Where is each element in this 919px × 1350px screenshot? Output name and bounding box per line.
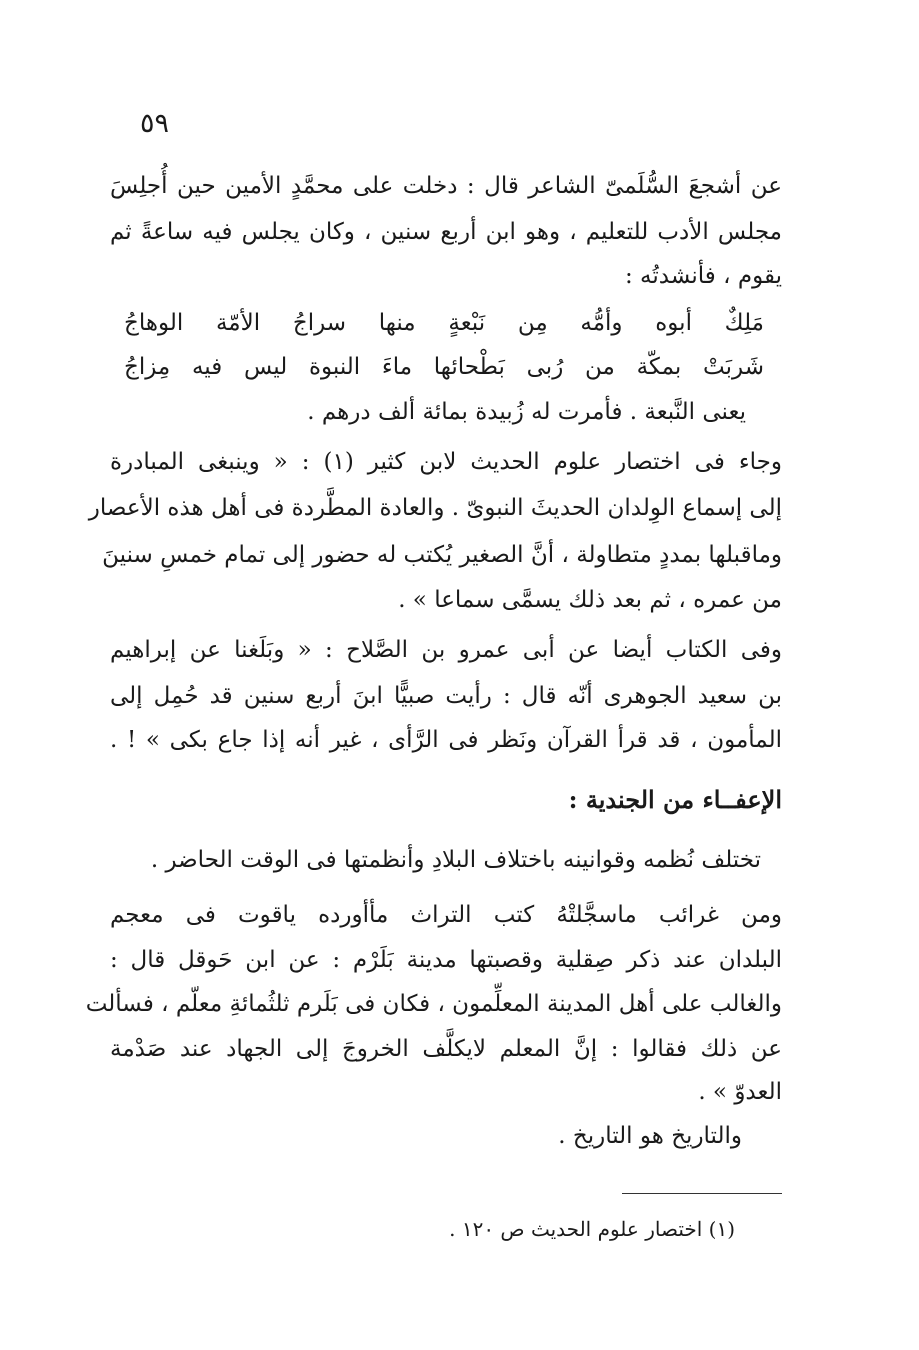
paragraph-line: من عمره ، ثم بعد ذلك يسمَّى سماعا » . (398, 587, 782, 613)
footnote-divider (622, 1193, 782, 1194)
section-heading: الإعفــاء من الجندية : (568, 785, 782, 814)
paragraph-line: وجاء فى اختصار علوم الحديث لابن كثير (١) : « وينبغى المبادرة (110, 449, 782, 475)
paragraph-line: والغالب على أهل المدينة المعلِّمون ، فكان فى بَلَرم ثلثُمائةِ معلّم ، فسألت (85, 991, 782, 1017)
paragraph-line: بن سعيد الجوهرى أنّه قال : رأيت صبيًّا ابنَ أربع سنين قد حُمِل إلى (110, 683, 782, 709)
paragraph-line: إلى إسماع الوِلدان الحديثَ النبوىّ . والعادة المطَّردة فى أهل هذه الأعصار (88, 495, 782, 521)
closing-line: والتاريخ هو التاريخ . (558, 1123, 742, 1149)
page-number: ٥٩ (140, 108, 170, 139)
verse-line (124, 303, 764, 343)
paragraph-line: عن ذلك فقالوا : إنَّ المعلم لايكلَّف الخروجَ إلى الجهاد عند صَدْمة (110, 1036, 782, 1062)
verse-hemistich-right: مَلِكٌ أبوه وأمُّه مِن نَبْعةٍ (448, 310, 764, 336)
verse-hemistich-right: شَربَتْ بمكّة من رُبى بَطْحائها (433, 354, 764, 380)
paragraph-line: وفى الكتاب أيضا عن أبى عمرو بن الصَّلاح : « وبَلَغنا عن إبراهيم (110, 637, 782, 663)
paragraph-line: يقوم ، فأنشدتُه : (625, 263, 782, 289)
paragraph-line: البلدان عند ذكر صِقلية وقصبتها مدينة بَلَرْم : عن ابن حَوقل قال : (110, 947, 782, 973)
verse-hemistich-left: ماءَ النبوة ليس فيه مِزاجُ (124, 354, 413, 380)
verse-note: يعنى النَّبعة . فأمرت له زُبيدة بمائة ألف درهم . (307, 399, 746, 425)
verse-line (124, 347, 764, 387)
paragraph-line: تختلف نُظمه وقوانينه باختلاف البلادِ وأنظمتها فى الوقت الحاضر . (150, 847, 761, 873)
footnote: (١) اختصار علوم الحديث ص ١٢٠ . (449, 1217, 735, 1241)
paragraph-line: مجلس الأدب للتعليم ، وهو ابن أربع سنين ، وكان يجلس فيه ساعةً ثم (110, 219, 782, 245)
paragraph-line: العدوّ » . (698, 1079, 782, 1105)
paragraph-line: المأمون ، قد قرأ القرآن ونَظر فى الرَّأى ، غير أنه إذا جاع بكى » ! . (110, 727, 782, 753)
paragraph-line: عن أشجعَ السُّلَمىّ الشاعر قال : دخلت على محمَّدٍ الأمين حين أُجلِسَ (110, 173, 782, 199)
paragraph-line: وماقبلها بمددٍ متطاولة ، أنَّ الصغير يُكتب له حضور إلى تمام خمسِ سنينَ (102, 542, 782, 568)
verse-hemistich-left: منها سراجُ الأمّة الوهاجُ (124, 310, 416, 336)
paragraph-line: ومن غرائب ماسجَّلتْهُ كتب التراث مأأورده ياقوت فى معجم (110, 902, 782, 928)
